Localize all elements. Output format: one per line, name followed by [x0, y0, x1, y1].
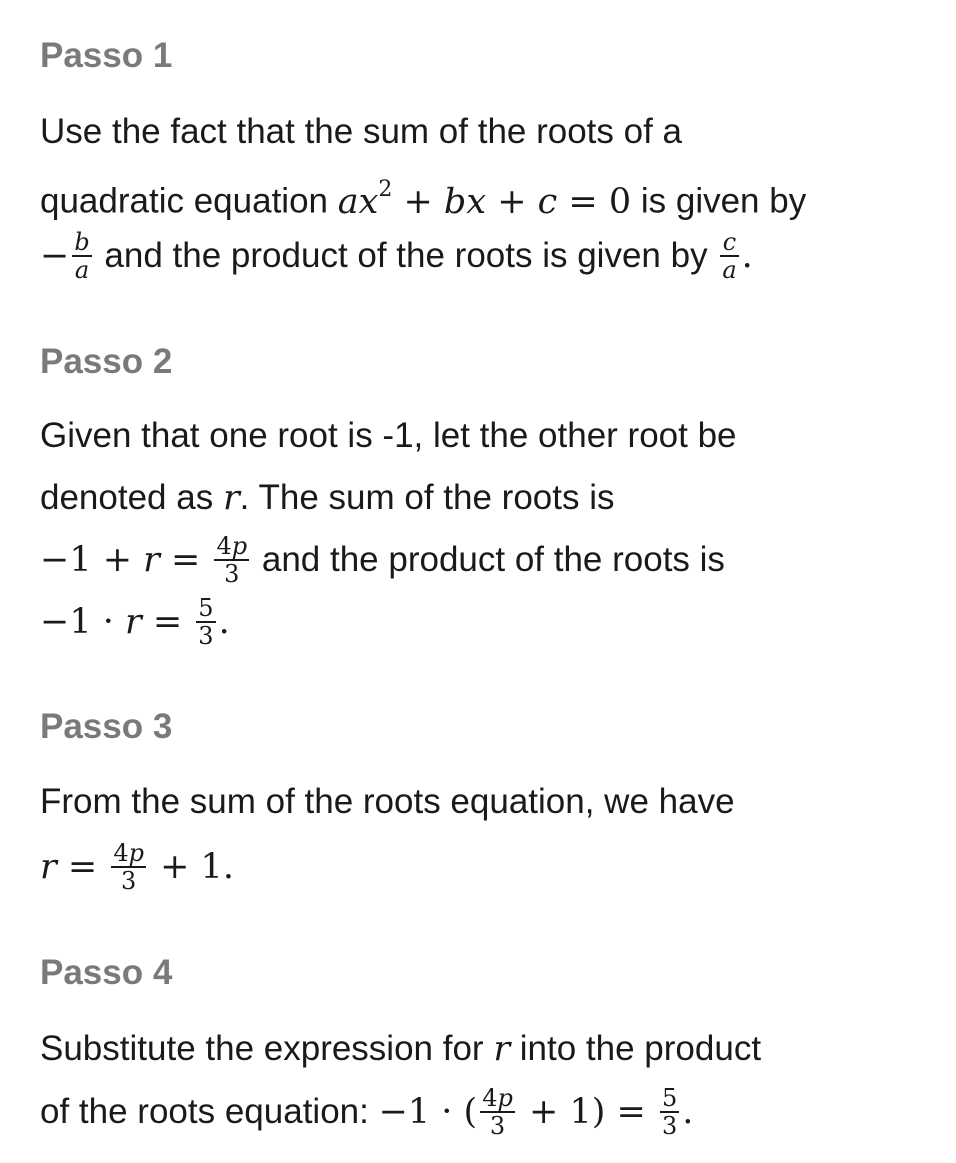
step-4-label: Passo 4: [40, 953, 173, 992]
step-2-line-4: [40, 591, 230, 653]
quadratic-equation-math: $ax^2$ + bx + c = 0: [337, 177, 632, 222]
r-variable-math: r: [222, 478, 240, 518]
step-3-line-2: [40, 836, 234, 898]
step-4-line-1: Substitute the expression for r into the product: [40, 1029, 762, 1069]
step-2-line-1: Given that one root is -1, let the other root be: [40, 416, 737, 455]
step-1-line-2: quadratic equation $ax^2$ + bx + c = 0 is given by: [40, 177, 807, 222]
step-2-label: Passo 2: [40, 342, 173, 381]
sum-of-roots-math: −1 + r = $\frac{4p}{3}$: [40, 531, 248, 588]
product-of-roots-math: −1 · r = $\frac{5}{3}$ .: [40, 593, 230, 650]
r-expression-math: r = $\frac{4p}{3}$ + 1.: [40, 838, 234, 895]
step-2-line-2: denoted as r. The sum of the roots is: [40, 478, 615, 518]
step-2-line-3: −1 + r = $\frac{4p}{3}$ and the product of the roots is: [40, 531, 725, 588]
step-1-line-1: Use the fact that the sum of the roots of a: [40, 112, 683, 151]
step-3-line-1: From the sum of the roots equation, we have: [40, 782, 735, 821]
c-over-a-math: $\frac{c}{a}$ .: [722, 227, 753, 284]
r-variable-math: r: [493, 1029, 511, 1069]
step-1-line-3: − $\frac{b}{a}$ and the product of the roots is given by $\frac{c}{a}$ .: [40, 227, 753, 284]
step-1-label: Passo 1: [40, 36, 173, 75]
step-4-line-2: of the roots equation: −1 · ( $\frac{4p}{3}$ + 1) = $\frac{5}{3}$ .: [40, 1083, 694, 1140]
substituted-equation-math: −1 · ( $\frac{4p}{3}$ + 1) = $\frac{5}{3}$ .: [378, 1083, 694, 1140]
step-3-label: Passo 3: [40, 707, 173, 746]
neg-b-over-a-math: − $\frac{b}{a}$: [40, 227, 90, 284]
